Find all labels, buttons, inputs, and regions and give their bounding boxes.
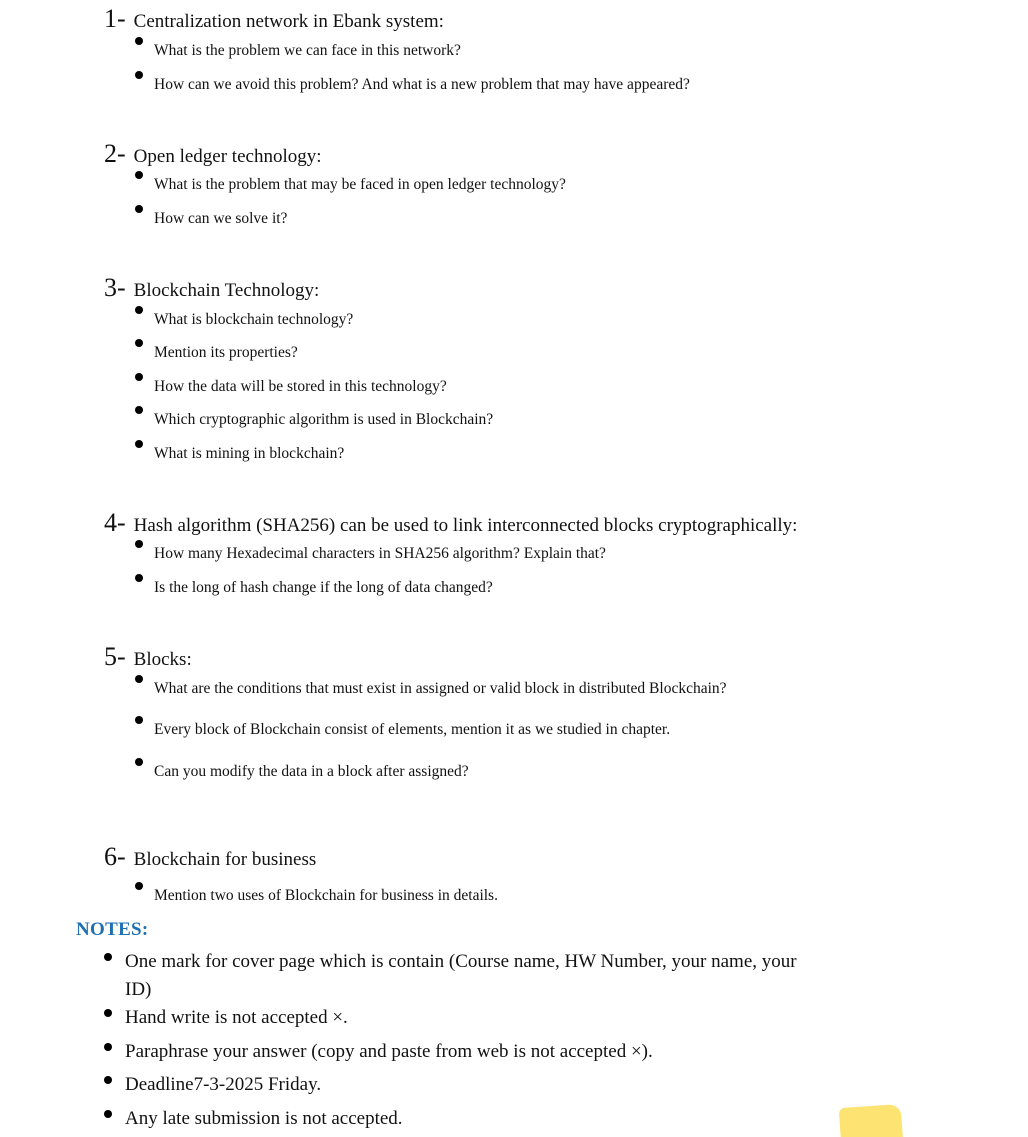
section-3 [104,275,319,302]
notes-heading: NOTES: [76,919,149,940]
bullet-icon [135,882,143,890]
bullet-icon [135,306,143,314]
question-text: What is the problem that may be faced in open ledger technology? [154,176,566,193]
section-number: 6- [104,842,126,871]
bullet-icon [135,758,143,766]
section-heading [104,844,316,871]
bullet-icon [104,1009,112,1017]
question-text: How can we avoid this problem? And what is a new problem that may have appeared? [154,76,690,93]
question-text: How many Hexadecimal characters in SHA256 algorithm? Explain that? [154,545,606,562]
section-6 [104,844,316,871]
question-text: Every block of Blockchain consist of elements, mention it as we studied in chapter. [154,721,671,738]
bullet-icon [104,1076,112,1084]
bullet-icon [135,716,143,724]
question-text: What is the problem we can face in this network? [154,42,461,59]
question-text: How can we solve it? [154,210,288,227]
note-text: One mark for cover page which is contain (Course name, HW Number, your name, your ID) [125,951,797,1000]
bullet-icon [135,37,143,45]
bullet-icon [135,71,143,79]
question-text: What is blockchain technology? [154,311,354,328]
note-text: Paraphrase your answer (copy and paste from web is not accepted ×). [125,1041,653,1062]
section-heading [104,141,322,168]
question-text: What are the conditions that must exist in assigned or valid block in distributed Blockchain? [154,680,727,697]
section-1 [104,6,444,33]
bullet-icon [104,1043,112,1051]
bullet-icon [135,540,143,548]
bullet-icon [135,440,143,448]
section-number: 5- [104,642,126,671]
question-text: Can you modify the data in a block after assigned? [154,763,469,780]
section-number: 1- [104,4,126,33]
note-text: Any late submission is not accepted. [125,1108,403,1129]
bullet-icon [135,675,143,683]
highlighter-mark [839,1104,904,1137]
bullet-icon [135,373,143,381]
note-text: Deadline7-3-2025 Friday. [125,1074,322,1095]
section-2 [104,141,322,168]
section-number: 2- [104,139,126,168]
section-heading [104,644,192,671]
section-title: Hash algorithm (SHA256) can be used to link interconnected blocks cryptographically: [133,515,798,536]
section-4 [104,510,797,537]
section-title: Open ledger technology: [133,146,322,167]
section-title: Centralization network in Ebank system: [133,11,444,32]
bullet-icon [135,574,143,582]
question-text: How the data will be stored in this technology? [154,378,447,395]
section-number: 3- [104,273,126,302]
question-text: Mention two uses of Blockchain for business in details. [154,887,498,904]
section-number: 4- [104,508,126,537]
section-heading [104,510,797,537]
note-text: Hand write is not accepted ×. [125,1007,348,1028]
question-text: Mention its properties? [154,344,298,361]
bullet-icon [104,1110,112,1118]
question-text: Is the long of hash change if the long of data changed? [154,579,493,596]
question-text: Which cryptographic algorithm is used in Blockchain? [154,411,494,428]
question-text: What is mining in blockchain? [154,445,345,462]
section-heading [104,275,319,302]
bullet-icon [135,406,143,414]
section-5 [104,644,192,671]
section-title: Blockchain for business [133,849,317,870]
bullet-icon [104,953,112,961]
bullet-icon [135,171,143,179]
bullet-icon [135,205,143,213]
section-title: Blocks: [133,649,192,670]
section-heading [104,6,444,33]
section-title: Blockchain Technology: [133,280,320,301]
bullet-icon [135,339,143,347]
